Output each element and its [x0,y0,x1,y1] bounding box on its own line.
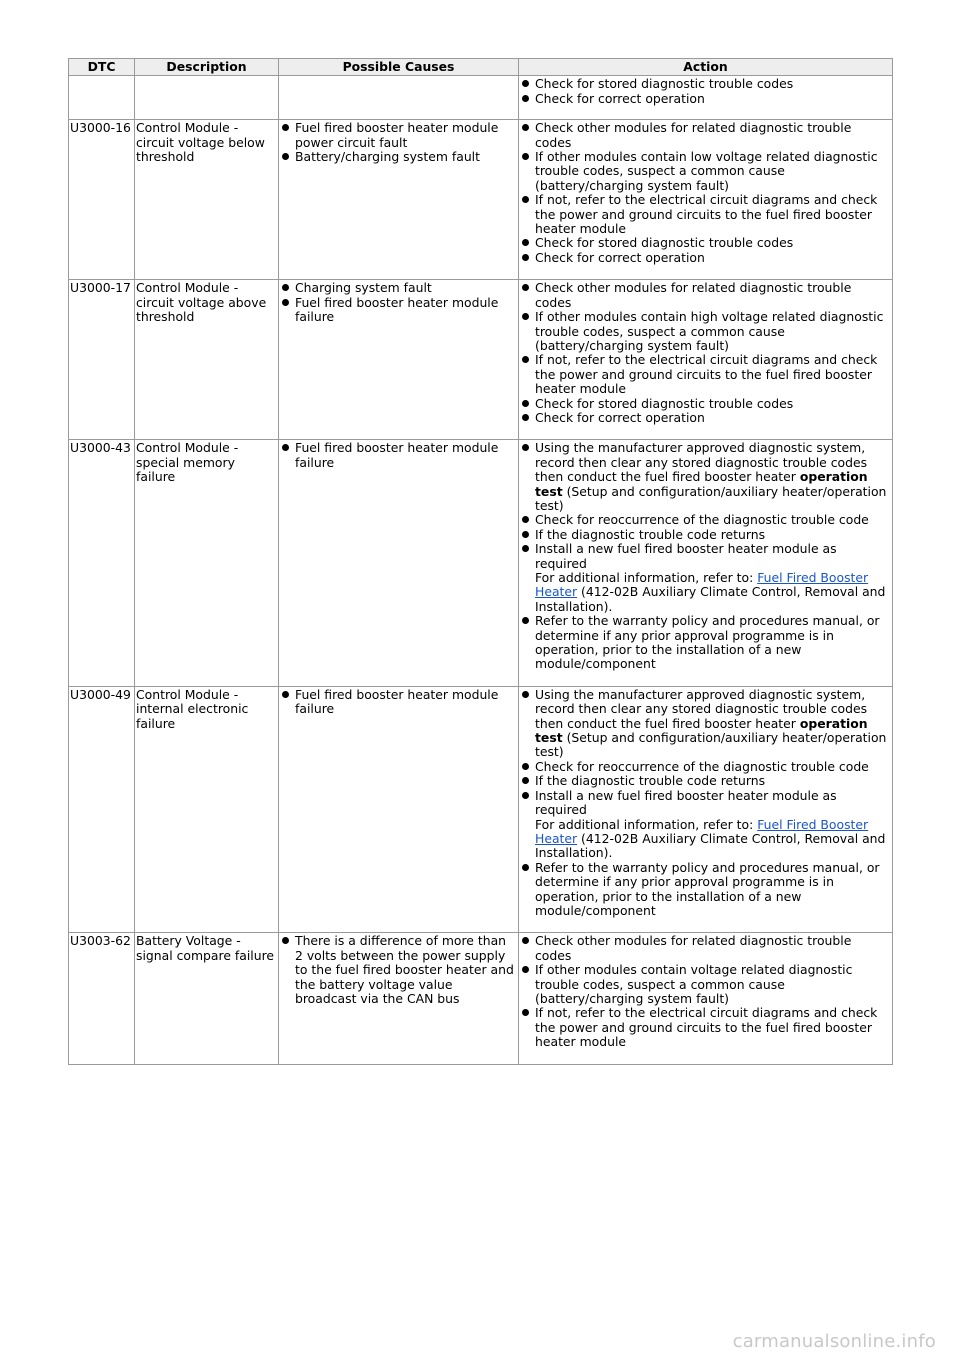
action-text: (Setup and configuration/auxiliary heater/operation test) [535,730,887,760]
list-item: If not, refer to the electrical circuit diagrams and check the power and ground circuits to the fuel fired booster heater module [535,1006,890,1049]
fuel-fired-booster-heater-link[interactable]: Fuel Fired Booster Heater [535,816,869,846]
causes-list [280,688,516,717]
action-cell [519,76,893,120]
list-item [535,542,890,614]
description-cell [135,76,279,120]
action-text: (Setup and configuration/auxiliary heater/operation test) [535,483,887,513]
description-cell: Control Module - special memory failure [135,440,279,687]
action-cell [519,120,893,280]
action-cell [519,686,893,933]
causes-cell [279,440,519,687]
list-item: Check for correct operation [535,411,890,425]
header-dtc: DTC [69,59,135,76]
list-item: If not, refer to the electrical circuit diagrams and check the power and ground circuits to the fuel fired booster heater module [535,353,890,396]
action-cell [519,440,893,687]
list-item: If other modules contain low voltage related diagnostic trouble codes, suspect a common cause (battery/charging system fault) [535,150,890,193]
list-item: Check for stored diagnostic trouble codes [535,77,890,91]
action-text: Using the manufacturer approved diagnostic system, record then clear any stored diagnostic trouble codes then conduct the fuel fired booster heater [535,440,868,485]
operation-test-label: operation test [535,469,868,499]
list-item: Refer to the warranty policy and procedures manual, or determine if any prior approval programme is in operation, prior to the installation of a new module/component [535,614,890,672]
causes-cell [279,120,519,280]
list-item: If the diagnostic trouble code returns [535,528,890,542]
list-item [535,789,890,861]
action-list [520,121,890,265]
description-cell: Control Module - internal electronic failure [135,686,279,933]
list-item: Check other modules for related diagnostic trouble codes [535,281,890,310]
header-row [69,59,893,76]
description-cell: Battery Voltage - signal compare failure [135,933,279,1064]
list-item: Check for correct operation [535,92,890,106]
action-cell [519,280,893,440]
table-row [69,440,893,687]
list-item: Check other modules for related diagnostic trouble codes [535,934,890,963]
list-item: Charging system fault [295,281,516,295]
action-cell [519,933,893,1064]
causes-list [280,281,516,324]
list-item: If other modules contain high voltage related diagnostic trouble codes, suspect a common cause (battery/charging system fault) [535,310,890,353]
table-row [69,933,893,1064]
dtc-table [68,58,893,1065]
causes-cell [279,280,519,440]
list-item: Check for stored diagnostic trouble codes [535,236,890,250]
list-item: Fuel fired booster heater module failure [295,688,516,717]
causes-cell [279,933,519,1064]
watermark: carmanualsonline.info [732,1331,936,1352]
list-item: Check for stored diagnostic trouble codes [535,397,890,411]
reference-text: For additional information, refer to: [535,816,758,832]
causes-list [280,934,516,1006]
action-list [520,934,890,1049]
list-item: If the diagnostic trouble code returns [535,774,890,788]
list-item: Fuel fired booster heater module power circuit fault [295,121,516,150]
reference-text: For additional information, refer to: [535,570,758,585]
header-action: Action [519,59,893,76]
list-item: Fuel fired booster heater module failure [295,296,516,325]
action-text: Using the manufacturer approved diagnostic system, record then clear any stored diagnostic trouble codes then conduct the fuel fired booster heater [535,686,868,731]
list-item: Check for reoccurrence of the diagnostic trouble code [535,760,890,774]
list-item [535,688,890,760]
dtc-cell: U3000-17 [69,280,135,440]
list-item: Refer to the warranty policy and procedures manual, or determine if any prior approval programme is in operation, prior to the installation of a new module/component [535,861,890,919]
dtc-cell: U3003-62 [69,933,135,1064]
list-item: If not, refer to the electrical circuit diagrams and check the power and ground circuits to the fuel fired booster heater module [535,193,890,236]
dtc-cell: U3000-16 [69,120,135,280]
table-row [69,686,893,933]
causes-cell [279,686,519,933]
reference-text: (412-02B Auxiliary Climate Control, Removal and Installation). [535,584,886,614]
table-row [69,120,893,280]
description-cell: Control Module - circuit voltage above threshold [135,280,279,440]
list-item: Check for correct operation [535,251,890,265]
list-item [535,441,890,513]
dtc-cell [69,76,135,120]
list-item: If other modules contain voltage related diagnostic trouble codes, suspect a common cause (battery/charging system fault) [535,963,890,1006]
header-description: Description [135,59,279,76]
header-causes: Possible Causes [279,59,519,76]
list-item: Battery/charging system fault [295,150,516,164]
list-item: There is a difference of more than 2 volts between the power supply to the fuel fired booster heater and the battery voltage value broadcast via the CAN bus [295,934,516,1006]
dtc-cell: U3000-43 [69,440,135,687]
reference-text: (412-02B Auxiliary Climate Control, Removal and Installation). [535,830,886,861]
action-text: Install a new fuel fired booster heater module as required [535,787,837,818]
action-list [520,77,890,106]
causes-list [280,441,516,470]
causes-list [280,121,516,164]
list-item: Fuel fired booster heater module failure [295,441,516,470]
operation-test-label: operation test [535,715,868,746]
list-item: Check other modules for related diagnostic trouble codes [535,121,890,150]
action-list [520,281,890,425]
fuel-fired-booster-heater-link[interactable]: Fuel Fired Booster Heater [535,570,869,600]
list-item: Check for reoccurrence of the diagnostic trouble code [535,513,890,527]
dtc-cell: U3000-49 [69,686,135,933]
action-list [520,441,890,672]
table-row [69,76,893,120]
action-list [520,688,890,919]
description-cell: Control Module - circuit voltage below threshold [135,120,279,280]
causes-cell [279,76,519,120]
action-text: Install a new fuel fired booster heater module as required [535,541,837,571]
table-row [69,280,893,440]
